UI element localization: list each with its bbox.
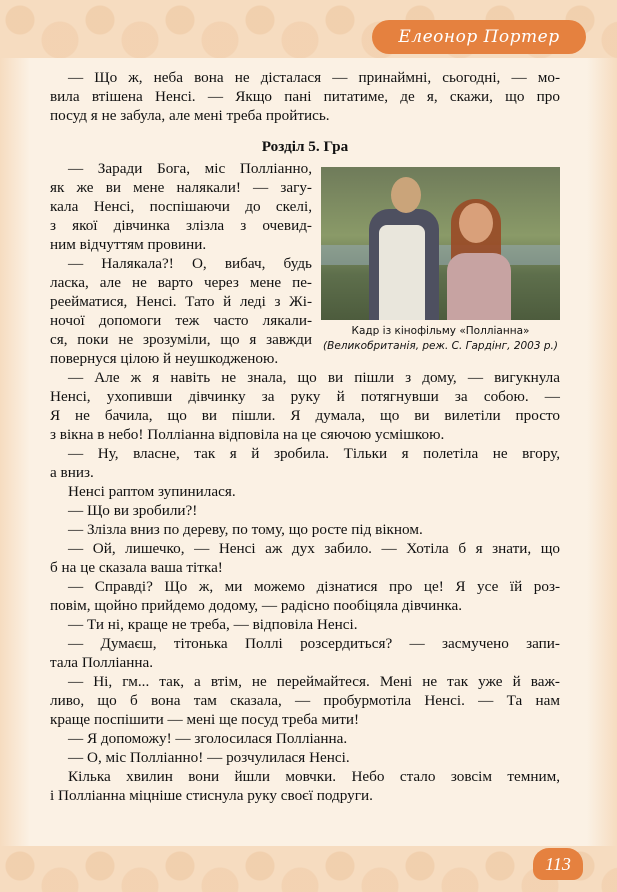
text-line: Я не бачила, що ви пішли. Я думала, що ви вилетіли просто [50, 407, 560, 424]
text-line: — Ні, гм... так, а втім, не переймайтеся. Мені не так уже й важ- [68, 673, 560, 690]
text-line: — Заради Бога, міс Полліанно, [68, 160, 312, 177]
text-line: — Ой, лишечко, — Ненсі аж дух забило. — Хотіла б я знати, що [68, 540, 560, 557]
text-line: Ненсі, ухопивши дівчинку за руку й потягнувши за собою. — [50, 388, 560, 405]
text-line: — Злізла вниз по дереву, по тому, що росте під вікном. [68, 521, 423, 538]
text-line: з вікна в небо! Полліанна відповіла на це сяючою усмішкою. [50, 426, 445, 443]
text-line: ливо, що б вона там сказала, — пробурмотіла Ненсі. — Та нам [50, 692, 560, 709]
author-name: Елеонор Портер [398, 27, 560, 47]
text-line: кала Ненсі, поспішаючи до скелі, [50, 198, 312, 215]
author-header-tab [372, 20, 586, 54]
text-line: реейматися, Ненсі. Тато й леді з Жі- [50, 293, 312, 310]
text-line: як же ви мене налякали! — загу- [50, 179, 312, 196]
text-line: — О, міс Полліанно! — розчулилася Ненсі. [68, 749, 350, 766]
text-line: Кілька хвилин вони йшли мовчки. Небо стало зовсім темним, [68, 768, 560, 785]
text-line: а вниз. [50, 464, 94, 481]
text-line: посуд я не забула, але мені треба пройтись. [50, 107, 330, 124]
text-line: з якої дівчинка злізла з очевид- [50, 217, 312, 234]
text-line: краще поспішити — мені ще посуд треба мити! [50, 711, 360, 728]
text-line: тала Полліанна. [50, 654, 154, 671]
bottom-ornament-band [0, 846, 617, 892]
text-line: — Що ви зробили?! [68, 502, 198, 519]
text-line: Ненсі раптом зупинилася. [68, 483, 236, 500]
caption-title: Кадр із кінофільму «Полліанна» [351, 325, 530, 337]
text-line: — Що ж, неба вона не дісталася — принаймні, сьогодні, — мо- [68, 69, 560, 86]
film-still-image [321, 167, 560, 320]
text-line: — Але ж я навіть не знала, що ви пішли з дому, — вигукнула [68, 369, 560, 386]
figure-caption [321, 324, 560, 354]
text-line: б на це сказала ваша тітка! [50, 559, 223, 576]
intro-paragraph [50, 68, 560, 125]
text-line: — Думаєш, тітонька Поллі розсердиться? — засмучено запи- [68, 635, 560, 652]
main-text [50, 368, 560, 805]
text-line: ся, поки не зрозуміли, що я завжди [50, 331, 312, 348]
text-line: — Справді? Що ж, ми можемо дізнатися про це! Я усе їй роз- [68, 578, 560, 595]
text-line: повім, щойно прийдемо додому, — радісно пообіцяла дівчинка. [50, 597, 463, 614]
text-line: ночої допомоги теж часто лякали- [50, 312, 312, 329]
chapter-title: Розділ 5. Гра [261, 138, 349, 155]
text-line: — Налякала?! О, вибач, будь [68, 255, 312, 272]
text-line: ним відчуттям провини. [50, 236, 207, 253]
text-line: — Ти ні, краще не треба, — відповіла Ненсі. [68, 616, 358, 633]
text-line: — Я допоможу! — зголосилася Полліанна. [68, 730, 348, 747]
narrow-column-text [50, 159, 312, 368]
caption-details: (Великобританія, реж. С. Гардінг, 2003 р.) [323, 340, 558, 352]
right-ornament-band [587, 58, 617, 846]
left-ornament-band [0, 58, 30, 846]
film-still-figure [321, 167, 560, 354]
text-line: і Полліанна міцніше стиснула руку своєї подруги. [50, 787, 373, 804]
text-line: вила втішена Ненсі. — Якщо пані питатиме, де я, скажи, що про [50, 88, 560, 105]
text-line: ласка, але не варто через мене пе- [50, 274, 312, 291]
text-line: повернуся цілою й неушкодженою. [50, 350, 279, 367]
text-line: — Ну, власне, так я й зробила. Тільки я полетіла не вгору, [68, 445, 560, 462]
page-number: 113 [533, 848, 583, 880]
